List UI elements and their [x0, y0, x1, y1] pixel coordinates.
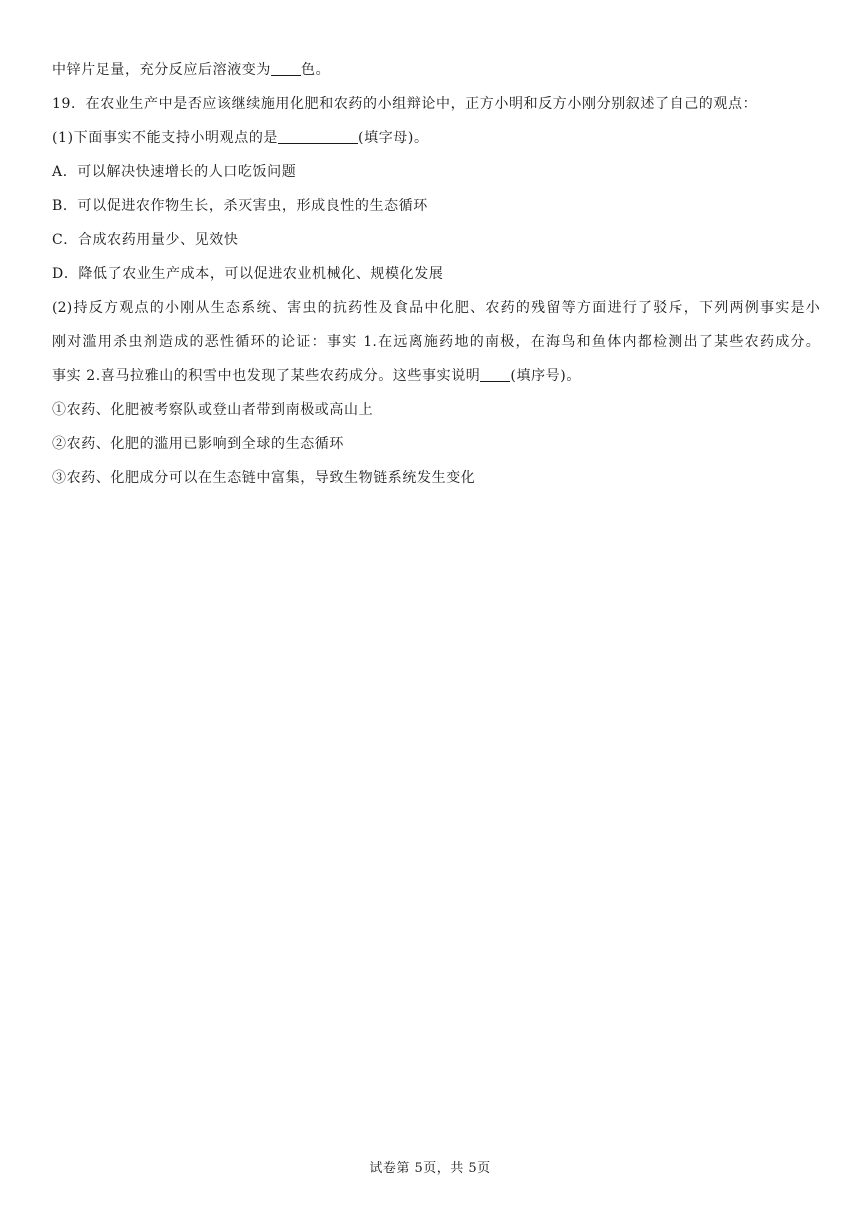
statement-2-text: ②农药、化肥的滥用已影响到全球的生态循环 — [52, 436, 344, 452]
answer-blank[interactable] — [278, 129, 358, 144]
question-19-text: 19．在农业生产中是否应该继续施用化肥和农药的小组辩论中，正方小明和反方小刚分别叙述了自己的观点： — [52, 96, 758, 112]
option-b-text: B．可以促进农作物生长，杀灭害虫，形成良性的生态循环 — [52, 198, 428, 214]
statement-3-text: ③农药、化肥成分可以在生态链中富集，导致生物链系统发生变化 — [52, 470, 476, 486]
option-b — [52, 197, 820, 215]
statement-2 — [52, 435, 820, 453]
continued-text: 中锌片足量，充分反应后溶液变为 — [52, 62, 271, 78]
statement-1 — [52, 401, 820, 419]
answer-blank[interactable] — [480, 367, 510, 382]
option-a-text: A．可以解决快速增长的人口吃饭问题 — [52, 164, 297, 180]
sub-question-2-text: 事实 2.喜马拉雅山的积雪中也发现了某些农药成分。这些事实说明 — [52, 368, 481, 384]
statement-3 — [52, 469, 820, 487]
option-d-text: D．降低了农业生产成本，可以促进农业机械化、规模化发展 — [52, 266, 444, 282]
continued-line — [52, 61, 820, 79]
option-d — [52, 265, 820, 283]
option-c — [52, 231, 820, 249]
question-19-stem — [52, 95, 820, 113]
sub-question-1 — [52, 129, 820, 147]
continued-text-end: 色。 — [301, 62, 331, 78]
page-footer: 试卷第 5页，共 5页 — [369, 1161, 491, 1176]
sub-question-2-line-3 — [52, 367, 820, 385]
sub-question-2-line-2: 刚对滥用杀虫剂造成的恶性循环的论证：事实 1.在远离施药地的南极，在海鸟和鱼体内都检测出了某些农药成分。 — [52, 334, 820, 350]
sub-question-2-suffix: (填序号)。 — [510, 368, 581, 384]
sub-question-1-suffix: (填字母)。 — [358, 130, 429, 146]
sub-question-2-line-1: (2)持反方观点的小刚从生态系统、害虫的抗药性及食品中化肥、农药的残留等方面进行了驳斥，下列两例事实是小 — [52, 300, 820, 316]
option-c-text: C．合成农药用量少、见效快 — [52, 232, 239, 248]
statement-1-text: ①农药、化肥被考察队或登山者带到南极或高山上 — [52, 402, 374, 418]
answer-blank[interactable] — [271, 61, 301, 76]
option-a — [52, 163, 820, 181]
sub-question-1-text: (1)下面事实不能支持小明观点的是 — [52, 130, 279, 146]
